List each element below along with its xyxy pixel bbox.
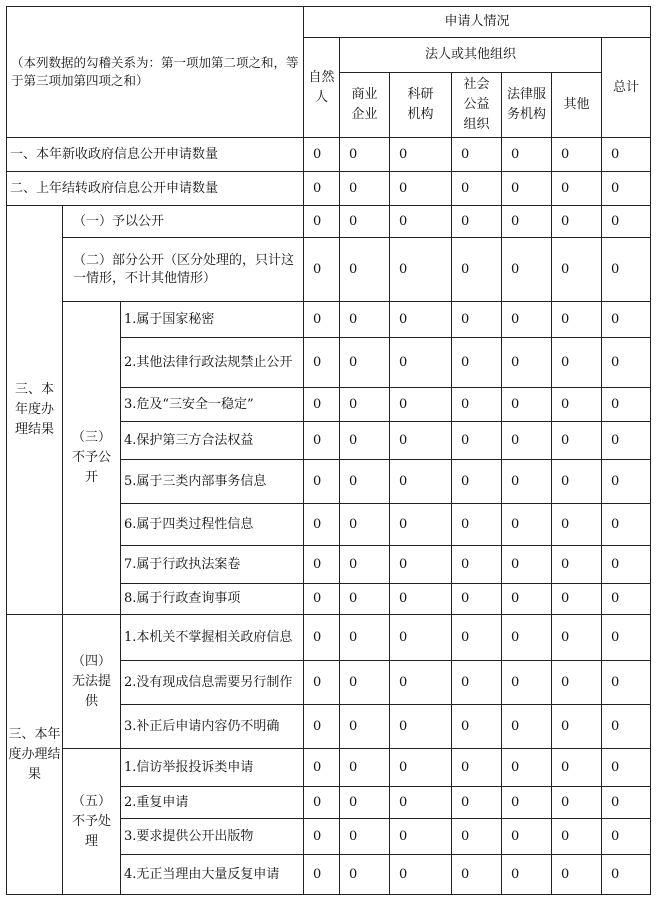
header-research: 科研机构	[390, 73, 452, 138]
cell-value: 0	[552, 206, 602, 238]
cell-value: 0	[304, 546, 340, 584]
header-legal-service: 法律服务机构	[502, 73, 552, 138]
cell-value: 0	[502, 422, 552, 460]
cell-value: 0	[602, 787, 651, 819]
header-commercial: 商业企业	[340, 73, 390, 138]
cell-value: 0	[502, 388, 552, 422]
cell-value: 0	[390, 172, 452, 206]
section-3-label: 三、本年度办理结果	[7, 206, 63, 615]
cell-value: 0	[552, 302, 602, 338]
cell-value: 0	[340, 138, 390, 172]
row-label: 二、上年结转政府信息公开申请数量	[7, 172, 304, 206]
row-label: 1.属于国家秘密	[121, 302, 304, 338]
cell-value: 0	[602, 138, 651, 172]
cell-value: 0	[390, 749, 452, 787]
disclosure-stats-table	[6, 6, 651, 895]
table-row	[7, 206, 651, 238]
cell-value: 0	[602, 819, 651, 855]
cell-value: 0	[552, 238, 602, 302]
header-social-welfare: 社会公益组织	[452, 73, 502, 138]
cell-value: 0	[452, 546, 502, 584]
cell-value: 0	[340, 546, 390, 584]
cell-value: 0	[304, 206, 340, 238]
row-label: （一）予以公开	[63, 206, 304, 238]
cell-value: 0	[304, 460, 340, 504]
cell-value: 0	[502, 855, 552, 895]
row-label: 3.要求提供公开出版物	[121, 819, 304, 855]
cell-value: 0	[340, 615, 390, 661]
cell-value: 0	[552, 172, 602, 206]
cell-value: 0	[602, 238, 651, 302]
cell-value: 0	[304, 338, 340, 388]
cell-value: 0	[340, 504, 390, 546]
table-row	[7, 302, 651, 338]
cell-value: 0	[390, 819, 452, 855]
header-applicant: 申请人情况	[304, 7, 651, 38]
cell-value: 0	[602, 206, 651, 238]
cell-value: 0	[304, 787, 340, 819]
cell-value: 0	[452, 338, 502, 388]
cell-value: 0	[552, 819, 602, 855]
cell-value: 0	[552, 388, 602, 422]
cell-value: 0	[502, 819, 552, 855]
cell-value: 0	[602, 460, 651, 504]
table-row	[7, 615, 651, 661]
header-other: 其他	[552, 73, 602, 138]
cell-value: 0	[502, 238, 552, 302]
cell-value: 0	[390, 302, 452, 338]
row-label: 5.属于三类内部事务信息	[121, 460, 304, 504]
cell-value: 0	[304, 615, 340, 661]
cell-value: 0	[602, 749, 651, 787]
cell-value: 0	[390, 584, 452, 615]
row-label: 4.保护第三方合法权益	[121, 422, 304, 460]
cell-value: 0	[502, 302, 552, 338]
cell-value: 0	[304, 388, 340, 422]
cell-value: 0	[502, 749, 552, 787]
cell-value: 0	[390, 338, 452, 388]
cell-value: 0	[452, 206, 502, 238]
cell-value: 0	[452, 749, 502, 787]
cell-value: 0	[602, 661, 651, 705]
row-label: 7.属于行政执法案卷	[121, 546, 304, 584]
cell-value: 0	[552, 705, 602, 749]
cell-value: 0	[552, 584, 602, 615]
cell-value: 0	[304, 302, 340, 338]
cell-value: 0	[340, 388, 390, 422]
cell-value: 0	[552, 787, 602, 819]
cell-value: 0	[452, 504, 502, 546]
cell-value: 0	[552, 661, 602, 705]
cell-value: 0	[304, 749, 340, 787]
cell-value: 0	[304, 705, 340, 749]
cell-value: 0	[340, 705, 390, 749]
row-label: 2.其他法律行政法规禁止公开	[121, 338, 304, 388]
cell-value: 0	[340, 749, 390, 787]
cell-value: 0	[304, 238, 340, 302]
row-label: 6.属于四类过程性信息	[121, 504, 304, 546]
row-label: （二）部分公开（区分处理的，只计这一情形，不计其他情形）	[63, 238, 304, 302]
cell-value: 0	[452, 584, 502, 615]
cell-value: 0	[552, 615, 602, 661]
cell-value: 0	[552, 504, 602, 546]
cell-value: 0	[452, 138, 502, 172]
cell-value: 0	[552, 422, 602, 460]
table-row	[7, 172, 651, 206]
cell-value: 0	[502, 504, 552, 546]
row-label: 8.属于行政查询事项	[121, 584, 304, 615]
cell-value: 0	[390, 615, 452, 661]
row-label: 一、本年新收政府信息公开申请数量	[7, 138, 304, 172]
cell-value: 0	[452, 302, 502, 338]
table-row	[7, 749, 651, 787]
cell-value: 0	[502, 705, 552, 749]
row-label: 2.没有现成信息需要另行制作	[121, 661, 304, 705]
cell-value: 0	[390, 546, 452, 584]
cell-value: 0	[502, 584, 552, 615]
cell-value: 0	[304, 138, 340, 172]
cell-value: 0	[602, 855, 651, 895]
cell-value: 0	[340, 422, 390, 460]
row-label: 4.无正当理由大量反复申请	[121, 855, 304, 895]
row-label: 1.本机关不掌握相关政府信息	[121, 615, 304, 661]
header-total: 总计	[602, 38, 651, 138]
cell-value: 0	[502, 172, 552, 206]
cell-value: 0	[552, 138, 602, 172]
row-label: 2.重复申请	[121, 787, 304, 819]
cell-value: 0	[552, 460, 602, 504]
cell-value: 0	[390, 504, 452, 546]
cell-value: 0	[452, 615, 502, 661]
cell-value: 0	[304, 172, 340, 206]
cell-value: 0	[340, 206, 390, 238]
section-3-label-continued: 三、本年度办理结果	[7, 615, 63, 895]
cell-value: 0	[390, 388, 452, 422]
cell-value: 0	[552, 749, 602, 787]
row-label: 3.补正后申请内容仍不明确	[121, 705, 304, 749]
cell-value: 0	[304, 855, 340, 895]
cell-value: 0	[304, 661, 340, 705]
cell-value: 0	[340, 338, 390, 388]
header-natural-person: 自然人	[304, 38, 340, 138]
cell-value: 0	[304, 584, 340, 615]
table-row	[7, 238, 651, 302]
cell-value: 0	[552, 546, 602, 584]
cell-value: 0	[304, 422, 340, 460]
cell-value: 0	[390, 206, 452, 238]
cell-value: 0	[502, 460, 552, 504]
cell-value: 0	[340, 238, 390, 302]
cell-value: 0	[552, 338, 602, 388]
cell-value: 0	[452, 388, 502, 422]
group-4-label: （四）无法提供	[63, 615, 121, 749]
cell-value: 0	[502, 615, 552, 661]
cell-value: 0	[602, 422, 651, 460]
cell-value: 0	[602, 172, 651, 206]
cell-value: 0	[502, 206, 552, 238]
cell-value: 0	[304, 819, 340, 855]
cell-value: 0	[452, 460, 502, 504]
cell-value: 0	[602, 388, 651, 422]
row-label: 3.危及“三安全一稳定”	[121, 388, 304, 422]
cell-value: 0	[390, 787, 452, 819]
cell-value: 0	[502, 546, 552, 584]
cell-value: 0	[390, 661, 452, 705]
header-note: （本列数据的勾稽关系为：第一项加第二项之和，等于第三项加第四项之和）	[7, 7, 304, 138]
cell-value: 0	[552, 855, 602, 895]
cell-value: 0	[452, 855, 502, 895]
header-legal-group: 法人或其他组织	[340, 38, 602, 73]
cell-value: 0	[390, 705, 452, 749]
cell-value: 0	[602, 302, 651, 338]
cell-value: 0	[602, 338, 651, 388]
cell-value: 0	[340, 302, 390, 338]
cell-value: 0	[452, 238, 502, 302]
cell-value: 0	[340, 172, 390, 206]
table-row	[7, 138, 651, 172]
cell-value: 0	[602, 504, 651, 546]
cell-value: 0	[452, 172, 502, 206]
cell-value: 0	[390, 238, 452, 302]
cell-value: 0	[502, 661, 552, 705]
cell-value: 0	[452, 787, 502, 819]
cell-value: 0	[502, 338, 552, 388]
cell-value: 0	[340, 819, 390, 855]
cell-value: 0	[452, 819, 502, 855]
cell-value: 0	[452, 705, 502, 749]
row-label: 1.信访举报投诉类申请	[121, 749, 304, 787]
cell-value: 0	[602, 705, 651, 749]
cell-value: 0	[390, 138, 452, 172]
cell-value: 0	[602, 584, 651, 615]
cell-value: 0	[452, 422, 502, 460]
cell-value: 0	[602, 615, 651, 661]
group-5-label: （五）不予处理	[63, 749, 121, 895]
cell-value: 0	[390, 460, 452, 504]
cell-value: 0	[390, 422, 452, 460]
cell-value: 0	[452, 661, 502, 705]
group-3-label: （三）不予公开	[63, 302, 121, 615]
cell-value: 0	[304, 504, 340, 546]
cell-value: 0	[340, 787, 390, 819]
cell-value: 0	[340, 661, 390, 705]
cell-value: 0	[340, 460, 390, 504]
cell-value: 0	[390, 855, 452, 895]
cell-value: 0	[502, 787, 552, 819]
cell-value: 0	[502, 138, 552, 172]
cell-value: 0	[340, 584, 390, 615]
cell-value: 0	[340, 855, 390, 895]
cell-value: 0	[602, 546, 651, 584]
